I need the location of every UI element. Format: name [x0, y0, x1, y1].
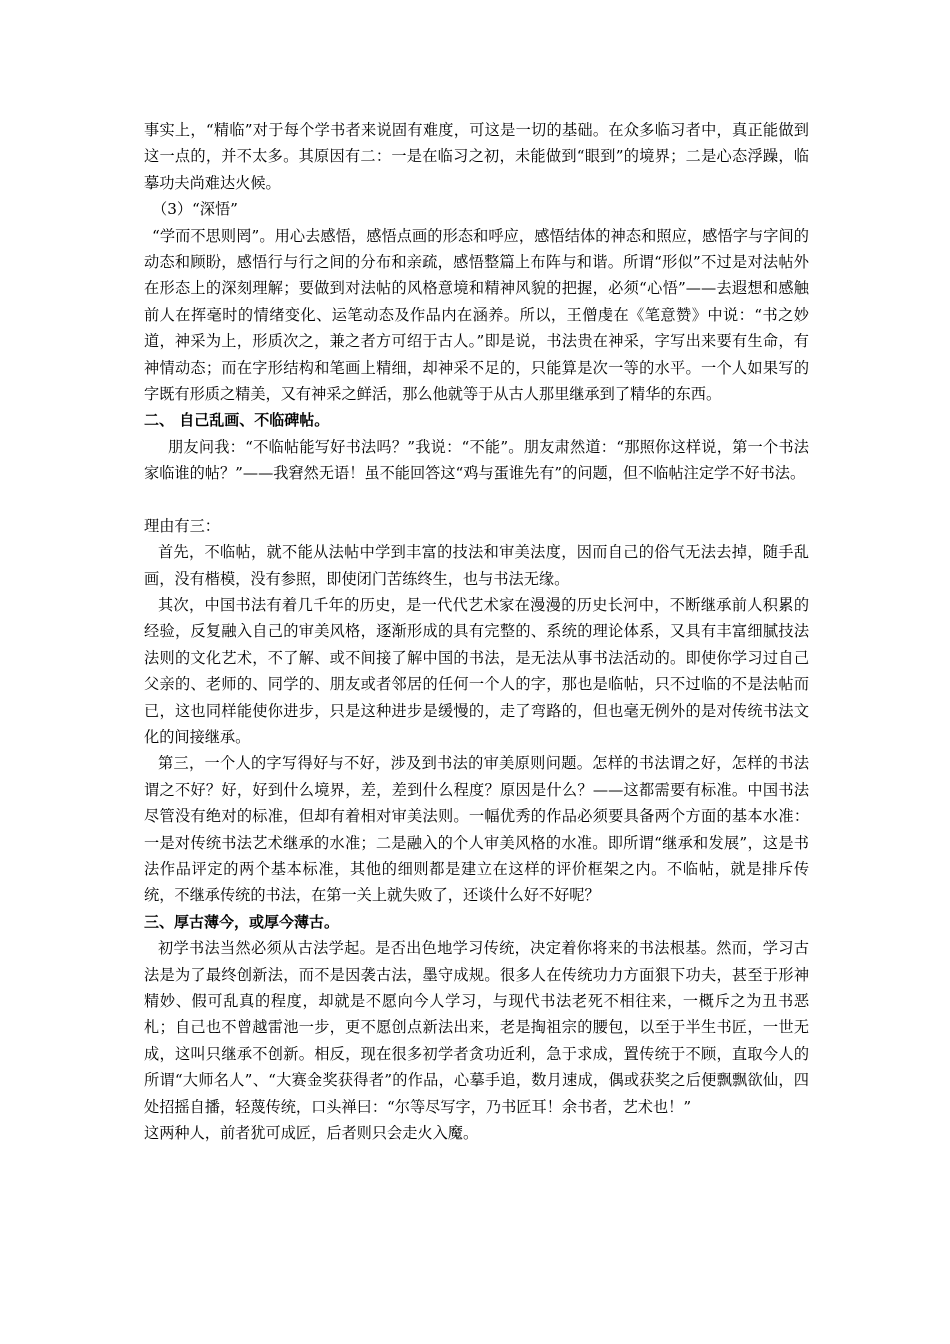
paragraph-conclusion: 这两种人，前者犹可成匠，后者则只会走火入魔。	[144, 1124, 479, 1143]
heading-section-three: 三、厚古薄今，或厚今薄古。	[144, 912, 340, 931]
paragraph-friend-question: 朋友问我：“不临帖能写好书法吗？”我说：“不能”。朋友肃然道：“那照你这样说，第一个书法家临谁的帖？”——我窘然无语！虽不能回答这“鸡与蛋谁先有”的问题，但不临帖注定学不好书法。	[144, 437, 809, 483]
blank-line	[144, 487, 809, 513]
paragraph-reason-second: 其次，中国书法有着几千年的历史，是一代代艺术家在漫漫的历史长河中，不断继承前人积累的经验，反复融入自己的审美风格，逐渐形成的具有完整的、系统的理论体系，又具有丰富细腻技法法则的文化艺术，不了解、或不间接了解中国的书法，是无法从事书法活动的。即使你学习过自己父亲的、老师的、同学的、朋友或者邻居的任何一个人的字，那也是临帖，只不过临的不是法帖而已，这也同样能使你进步，只是这种进步是缓慢的，走了弯路的，但也毫无例外的是对传统书法文化的间接继承。	[144, 595, 809, 746]
paragraph-reason-third: 第三，一个人的字写得好与不好，涉及到书法的审美原则问题。怎样的书法谓之好，怎样的书法谓之不好？好，好到什么境界，差，差到什么程度？原因是什么？——这都需要有标准。中国书法尽管没有绝对的标准，但却有着相对审美法则。一幅优秀的作品必须要具备两个方面的基本水准：一是对传统书法艺术继承的水准；二是融入的个人审美风格的水准。即所谓“继承和发展”，这是书法作品评定的两个基本标准，其他的细则都是建立在这样的评价框架之内。不临帖，就是排斥传统，不继承传统的书法，在第一关上就失败了，还谈什么好不好呢？	[144, 754, 809, 905]
paragraph-deep-insight: “学而不思则罔”。用心去感悟，感悟点画的形态和呼应，感悟结体的神态和照应，感悟字与字间的动态和顾盼，感悟行与行之间的分布和亲疏，感悟整篇上布阵与和谐。所谓“形似”不过是对法帖外在形态上的深刻理解；要做到对法帖的风格意境和精神风貌的把握，必须“心悟”——去遐想和感触前人在挥毫时的情绪变化、运笔动态及作品内在涵养。所以，王僧虔在《笔意赞》中说：“书之妙道，神采为上，形质次之，兼之者方可绍于古人。”即是说，书法贵在神采，字写出来要有生命，有神情动态；而在字形结构和笔画上精细，却神采不足的，只能算是次一等的水平。一个人如果写的字既有形质之精美，又有神采之鲜活，那么他就等于从古人那里继承到了精华的东西。	[144, 226, 809, 404]
paragraph-three-reasons: 理由有三：	[144, 516, 220, 535]
paragraph-precise-copying: 事实上，“精临”对于每个学书者来说固有难度，可这是一切的基础。在众多临习者中，真正能做到这一点的，并不太多。其原因有二：一是在临习之初，未能做到“眼到”的境界；二是心态浮躁，临摹功夫尚难达火候。	[144, 121, 809, 192]
paragraph-ancient-modern: 初学书法当然必须从古法学起。是否出色地学习传统，决定着你将来的书法根基。然而，学习古法是为了最终创新法，而不是因袭古法，墨守成规。很多人在传统功力方面狠下功夫，甚至于形神精妙、假可乱真的程度，却就是不愿向今人学习，与现代书法老死不相往来，一概斥之为丑书恶札；自己也不曾越雷池一步，更不愿创点新法出来，老是掏祖宗的腰包，以至于半生书匠，一世无成，这叫只继承不创新。相反，现在很多初学者贪功近利，急于求成，置传统于不顾，直取今人的所谓“大师名人”、“大赛金奖获得者”的作品，心摹手追，数月速成，偶或获奖之后便飘飘欲仙，四处招摇自播，轻蔑传统，口头禅曰：“尔等尽写字，乃书匠耳！余书者，艺术也！”	[144, 939, 809, 1116]
heading-section-two: 二、 自己乱画、不临碑帖。	[144, 411, 330, 430]
paragraph-reason-first: 首先，不临帖，就不能从法帖中学到丰富的技法和审美法度，因而自己的俗气无法去掉，随手乱画，没有楷模，没有参照，即使闭门苦练终生，也与书法无缘。	[144, 543, 809, 588]
document-body	[144, 117, 809, 1146]
subheading-deep-insight: （3）“深悟”	[152, 200, 238, 219]
